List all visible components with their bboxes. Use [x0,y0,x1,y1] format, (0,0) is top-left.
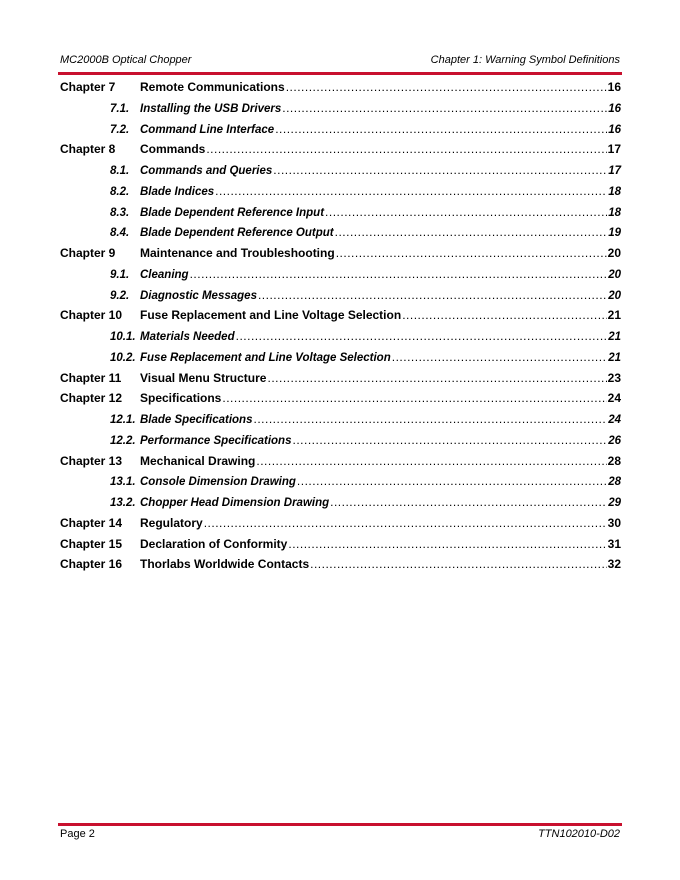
toc-chapter-entry[interactable] [60,305,621,326]
toc-dot-leader [275,119,607,140]
toc-entry-number: Chapter 12 [60,391,123,406]
toc-section-entry[interactable] [60,264,621,285]
toc-entry-page: 29 [608,497,621,509]
toc-dot-leader [288,534,606,555]
toc-section-entry[interactable] [60,347,621,368]
toc-section-entry[interactable] [60,430,621,451]
toc-entry-page: 19 [608,227,621,240]
toc-chapter-entry[interactable] [60,534,621,555]
toc-entry-title: Fuse Replacement and Line Voltage Selection [140,308,402,323]
toc-entry-number: 8.3. [110,206,130,219]
toc-entry-page: 20 [608,289,621,302]
toc-chapter-entry[interactable] [60,77,621,98]
toc-chapter-entry[interactable] [60,243,621,264]
toc-dot-leader [236,326,608,347]
toc-entry-number: Chapter 13 [60,453,123,468]
toc-entry-page: 18 [608,206,621,219]
toc-entry-number: Chapter 10 [60,308,123,323]
toc-dot-leader [402,305,606,326]
toc-section-entry[interactable] [60,202,621,223]
toc-entry-number: 12.2. [110,434,136,447]
footer-document-id: TTN102010-D02 [538,828,620,840]
toc-entry-number: Chapter 9 [60,246,116,260]
toc-dot-leader [292,430,607,451]
toc-entry-title: Mechanical Drawing [140,453,256,468]
toc-entry-title: Specifications [140,391,222,406]
toc-section-entry[interactable] [60,471,621,492]
toc-entry-title: Blade Indices [140,185,215,198]
toc-dot-leader [282,98,607,119]
toc-dot-leader [267,368,606,389]
toc-dot-leader [190,264,608,285]
toc-entry-page: 21 [608,331,621,343]
toc-entry-title: Console Dimension Drawing [140,476,296,489]
toc-dot-leader [336,243,607,264]
toc-entry-title: Maintenance and Troubleshooting [140,246,335,260]
toc-section-entry[interactable] [60,160,621,181]
toc-section-entry[interactable] [60,326,621,347]
header-document-title: MC2000B Optical Chopper [60,54,192,66]
toc-section-entry[interactable] [60,409,621,430]
toc-entry-page: 32 [607,557,621,572]
toc-dot-leader [215,181,607,202]
toc-entry-title: Thorlabs Worldwide Contacts [140,557,310,572]
toc-entry-title: Regulatory [140,515,203,530]
toc-entry-page: 23 [607,370,621,385]
toc-entry-page: 16 [608,102,621,115]
toc-entry-title: Fuse Replacement and Line Voltage Selection [140,351,391,364]
toc-entry-page: 17 [607,142,621,157]
toc-dot-leader [325,202,607,223]
toc-entry-page: 21 [608,351,621,364]
toc-dot-leader [330,492,607,513]
toc-dot-leader [310,554,607,575]
toc-dot-leader [297,471,607,492]
toc-entry-title: Remote Communications [140,80,285,94]
toc-entry-number: 10.1. [110,331,136,343]
toc-chapter-entry[interactable] [60,388,621,409]
toc-entry-number: 12.1. [110,414,136,426]
toc-entry-number: 13.1. [110,476,136,489]
toc-entry-number: 9.2. [110,289,130,302]
toc-section-entry[interactable] [60,181,621,202]
header-chapter-title: Chapter 1: Warning Symbol Definitions [430,54,620,66]
toc-entry-title: Blade Specifications [140,414,253,426]
toc-entry-page: 30 [607,515,621,530]
toc-dot-leader [335,222,608,243]
toc-entry-page: 24 [607,391,621,406]
toc-entry-page: 24 [608,414,621,426]
toc-section-entry[interactable] [60,98,621,119]
toc-entry-page: 17 [608,165,621,177]
toc-entry-title: Blade Dependent Reference Input [140,206,325,219]
toc-entry-number: 7.1. [110,102,130,115]
toc-entry-number: Chapter 14 [60,515,123,530]
toc-dot-leader [286,77,607,98]
toc-entry-page: 28 [608,476,621,489]
toc-entry-title: Command Line Interface [140,123,275,136]
toc-dot-leader [273,160,607,181]
toc-entry-page: 31 [607,536,621,551]
toc-chapter-entry[interactable] [60,368,621,389]
toc-entry-number: 13.2. [110,497,136,509]
toc-entry-page: 21 [607,308,621,323]
toc-entry-page: 28 [607,453,621,468]
toc-dot-leader [206,139,606,160]
header-rule [58,72,622,75]
toc-entry-title: Chopper Head Dimension Drawing [140,497,330,509]
toc-entry-page: 16 [608,123,621,136]
toc-entry-number: 7.2. [110,123,130,136]
toc-entry-title: Blade Dependent Reference Output [140,227,334,240]
toc-entry-title: Commands and Queries [140,165,273,177]
footer-rule [58,823,622,826]
toc-section-entry[interactable] [60,285,621,306]
toc-entry-number: Chapter 16 [60,557,123,572]
toc-section-entry[interactable] [60,492,621,513]
toc-entry-page: 26 [608,434,621,447]
toc-entry-number: Chapter 11 [60,370,122,385]
toc-entry-page: 20 [608,268,621,281]
toc-entry-page: 18 [608,185,621,198]
toc-dot-leader [392,347,607,368]
toc-entry-title: Visual Menu Structure [140,370,267,385]
toc-chapter-entry[interactable] [60,451,621,472]
toc-entry-page: 20 [607,246,621,260]
toc-entry-title: Cleaning [140,268,189,281]
toc-dot-leader [222,388,606,409]
toc-dot-leader [256,451,606,472]
toc-entry-number: 8.4. [110,227,130,240]
toc-entry-title: Commands [140,142,206,157]
toc-entry-number: 8.2. [110,185,130,198]
table-of-contents [60,77,621,575]
toc-chapter-entry[interactable] [60,139,621,160]
toc-entry-number: Chapter 8 [60,142,116,157]
toc-entry-number: Chapter 7 [60,80,116,94]
toc-chapter-entry[interactable] [60,554,621,575]
toc-entry-number: 8.1. [110,165,130,177]
toc-dot-leader [258,285,607,306]
toc-entry-title: Declaration of Conformity [140,536,288,551]
toc-entry-number: 10.2. [110,351,136,364]
footer-page-number: Page 2 [60,828,95,840]
toc-entry-title: Performance Specifications [140,434,292,447]
toc-entry-page: 16 [607,80,621,94]
toc-entry-number: Chapter 15 [60,536,123,551]
toc-entry-title: Materials Needed [140,331,235,343]
toc-dot-leader [253,409,607,430]
toc-entry-number: 9.1. [110,268,130,281]
toc-section-entry[interactable] [60,119,621,140]
toc-entry-title: Diagnostic Messages [140,289,257,302]
toc-entry-title: Installing the USB Drivers [140,102,282,115]
toc-dot-leader [204,513,607,534]
toc-section-entry[interactable] [60,222,621,243]
toc-chapter-entry[interactable] [60,513,621,534]
